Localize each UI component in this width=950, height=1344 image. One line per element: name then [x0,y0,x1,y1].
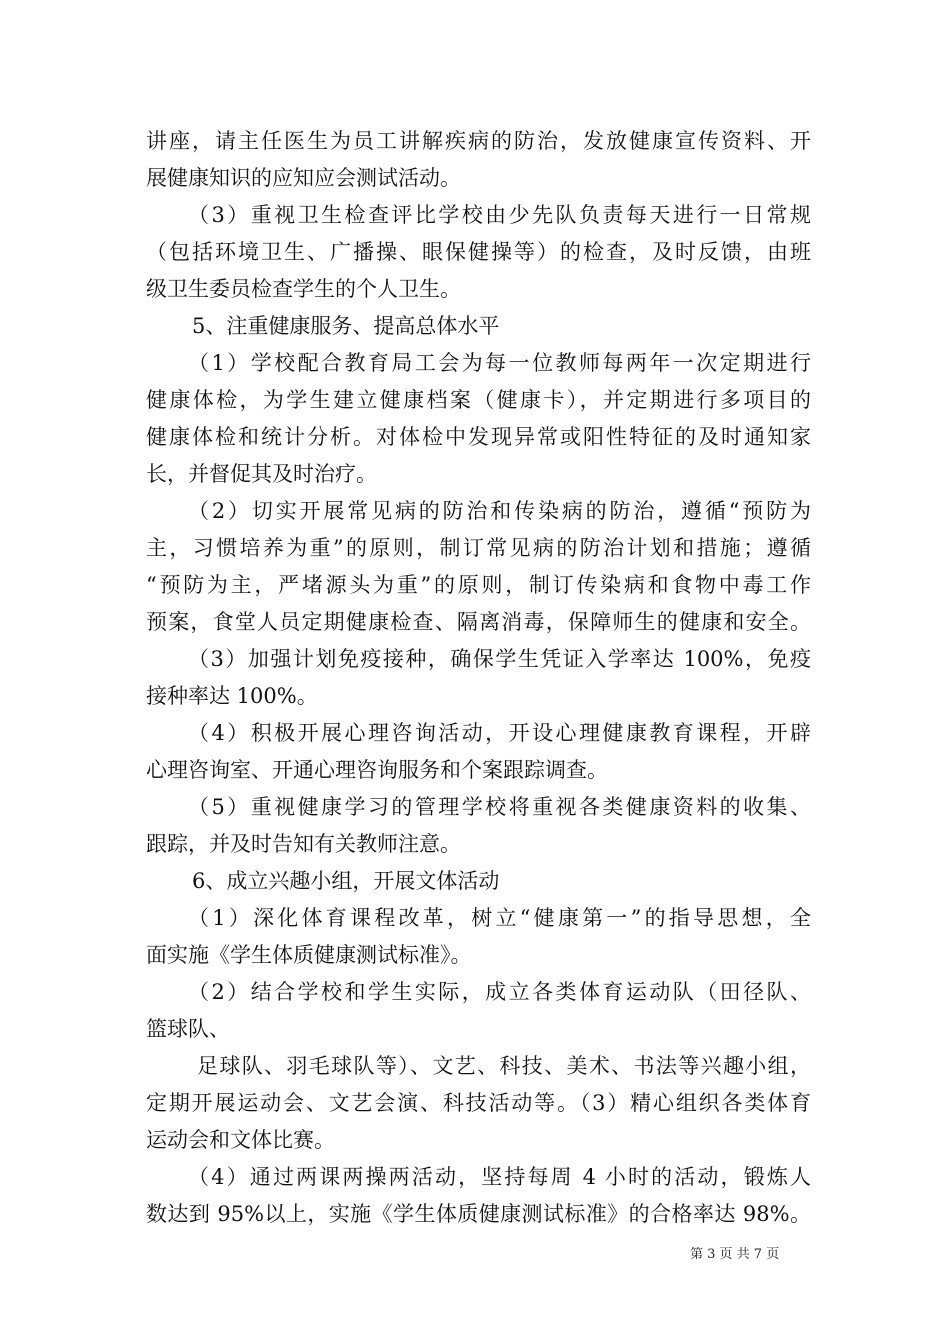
body-line-19: （5）重视健康学习的管理学校将重视各类健康资料的收集、 [188,795,811,819]
body-line-3: （3）重视卫生检查评比学校由少先队负责每天进行一日常规 [188,203,811,227]
body-line-12: 主，习惯培养为重”的原则，制订常见病的防治计划和措施；遵循 [146,536,811,560]
body-line-25: 篮球队、 [146,1017,230,1041]
body-line-11: （2）切实开展常见病的防治和传染病的防治，遵循“预防为 [188,499,811,523]
body-line-27: 定期开展运动会、文艺会演、科技活动等。（3）精心组织各类体育 [146,1091,811,1115]
section-heading-6: 6、成立兴趣小组，开展文体活动 [192,869,500,893]
body-line-9: 健康体检和统计分析。对体检中发现异常或阳性特征的及时通知家 [146,425,811,449]
page-number-footer: 第 3 页 共 7 页 [690,1247,780,1262]
body-line-14: 预案，食堂人员定期健康检查、隔离消毒，保障师生的健康和安全。 [146,610,811,634]
body-line-1: 讲座，请主任医生为员工讲解疾病的防治，发放健康宣传资料、开 [146,129,811,153]
body-line-8: 健康体检，为学生建立健康档案（健康卡），并定期进行多项目的 [146,388,811,412]
body-line-17: （4）积极开展心理咨询活动，开设心理健康教育课程，开辟 [188,721,811,745]
body-line-23: 面实施《学生体质健康测试标准》。 [146,943,472,967]
section-heading-5: 5、注重健康服务、提高总体水平 [192,314,500,338]
body-line-5: 级卫生委员检查学生的个人卫生。 [146,277,461,301]
body-line-7: （1）学校配合教育局工会为每一位教师每两年一次定期进行 [188,351,811,375]
body-line-28: 运动会和文体比赛。 [146,1128,335,1152]
body-line-10: 长，并督促其及时治疗。 [146,462,377,486]
body-line-2: 展健康知识的应知应会测试活动。 [146,166,461,190]
body-line-18: 心理咨询室、开通心理咨询服务和个案跟踪调查。 [146,758,608,782]
body-line-24: （2）结合学校和学生实际，成立各类体育运动队（田径队、 [188,980,811,1004]
body-line-20: 跟踪，并及时告知有关教师注意。 [146,832,461,856]
body-line-13: “预防为主，严堵源头为重”的原则，制订传染病和食物中毒工作 [146,573,811,597]
body-line-26: 足球队、羽毛球队等）、文艺、科技、美术、书法等兴趣小组， [197,1054,811,1078]
body-line-16: 接种率达 100%。 [146,684,318,708]
body-line-22: （1）深化体育课程改革，树立“健康第一”的指导思想，全 [188,906,811,930]
body-line-29: （4）通过两课两操两活动，坚持每周 4 小时的活动，锻炼人 [188,1165,811,1189]
body-line-15: （3）加强计划免疫接种，确保学生凭证入学率达 100%，免疫 [188,647,811,671]
body-line-30: 数达到 95%以上，实施《学生体质健康测试标准》的合格率达 98%。 [146,1202,811,1226]
body-line-4: （包括环境卫生、广播操、眼保健操等）的检查，及时反馈，由班 [146,240,811,264]
